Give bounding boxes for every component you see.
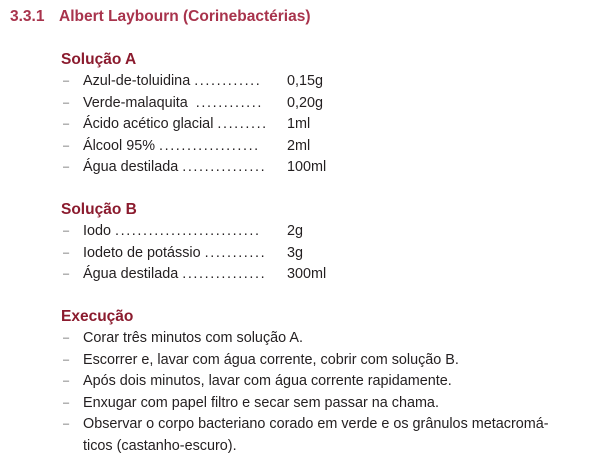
ingredient-name: Iodeto de potássio <box>83 244 201 261</box>
ingredient-name: Água destilada <box>83 159 179 175</box>
ingredient-value: 0,15g <box>287 73 324 89</box>
ingredient-name: Azul-de-toluidina <box>83 73 191 89</box>
bullet-dash: – <box>63 139 70 152</box>
dot-leader: .......................... <box>115 223 261 239</box>
list-item <box>61 221 304 243</box>
list-item <box>61 414 549 457</box>
ingredient-value: 1ml <box>287 116 311 132</box>
ingredient-value: 300ml <box>287 266 327 282</box>
step-text-line: Observar o corpo bacteriano corado em verde e os grânulos metacromá- <box>83 416 549 432</box>
dot-leader: ......... <box>217 116 268 132</box>
dot-leader: ............ <box>194 73 262 89</box>
solution-b-title: Solução B <box>61 201 137 218</box>
ingredient-value: 2ml <box>287 137 311 154</box>
list-item <box>61 371 452 393</box>
solution-a-title: Solução A <box>61 51 137 68</box>
bullet-dash: – <box>63 418 70 430</box>
dot-leader: ............... <box>182 266 267 282</box>
list-item <box>61 264 327 286</box>
step-text-line: ticos (castanho-escuro). <box>83 437 237 454</box>
solution-a-block <box>61 50 327 179</box>
bullet-dash: – <box>63 118 70 130</box>
ingredient-name: Verde-malaquita <box>83 94 188 111</box>
list-item <box>61 328 303 350</box>
section-heading <box>10 8 311 26</box>
section-number: 3.3.1 <box>10 8 45 25</box>
ingredient-value: 2g <box>287 223 304 239</box>
execution-title: Execução <box>61 308 134 325</box>
ingredient-value: 0,20g <box>287 94 324 111</box>
bullet-dash: – <box>63 353 70 366</box>
list-item <box>61 71 324 93</box>
bullet-dash: – <box>63 268 70 280</box>
step-text <box>83 414 583 457</box>
list-item <box>61 93 324 115</box>
bullet-dash: – <box>63 246 70 259</box>
section-title: Albert Laybourn (Corinebactérias) <box>59 8 311 25</box>
list-item <box>61 243 304 265</box>
bullet-dash: – <box>63 161 70 173</box>
ingredient-name: Iodo <box>83 223 112 239</box>
ingredient-name: Álcool 95% <box>83 137 155 154</box>
solution-b-block <box>61 200 327 286</box>
bullet-dash: – <box>63 96 70 109</box>
dot-leader: ............ <box>195 94 263 111</box>
list-item <box>61 393 439 415</box>
dot-leader: ........... <box>204 244 267 261</box>
execution-block <box>61 307 549 457</box>
dot-leader: ............... <box>182 159 267 175</box>
step-text: Escorrer e, lavar com água corrente, cobrir com solução B. <box>83 351 459 368</box>
step-text: Após dois minutos, lavar com água corrente rapidamente. <box>83 373 452 389</box>
ingredient-name: Ácido acético glacial <box>83 116 214 132</box>
list-item <box>61 114 311 136</box>
ingredient-value: 100ml <box>287 159 327 175</box>
dot-leader: .................. <box>159 137 260 154</box>
list-item <box>61 136 311 158</box>
bullet-dash: – <box>63 396 70 409</box>
list-item <box>61 157 327 179</box>
bullet-dash: – <box>63 75 70 87</box>
ingredient-value: 3g <box>287 244 304 261</box>
bullet-dash: – <box>63 375 70 387</box>
step-text: Corar três minutos com solução A. <box>83 330 303 346</box>
bullet-dash: – <box>63 332 70 344</box>
list-item <box>61 350 459 372</box>
ingredient-name: Água destilada <box>83 266 179 282</box>
step-text: Enxugar com papel filtro e secar sem passar na chama. <box>83 394 439 411</box>
bullet-dash: – <box>63 225 70 237</box>
